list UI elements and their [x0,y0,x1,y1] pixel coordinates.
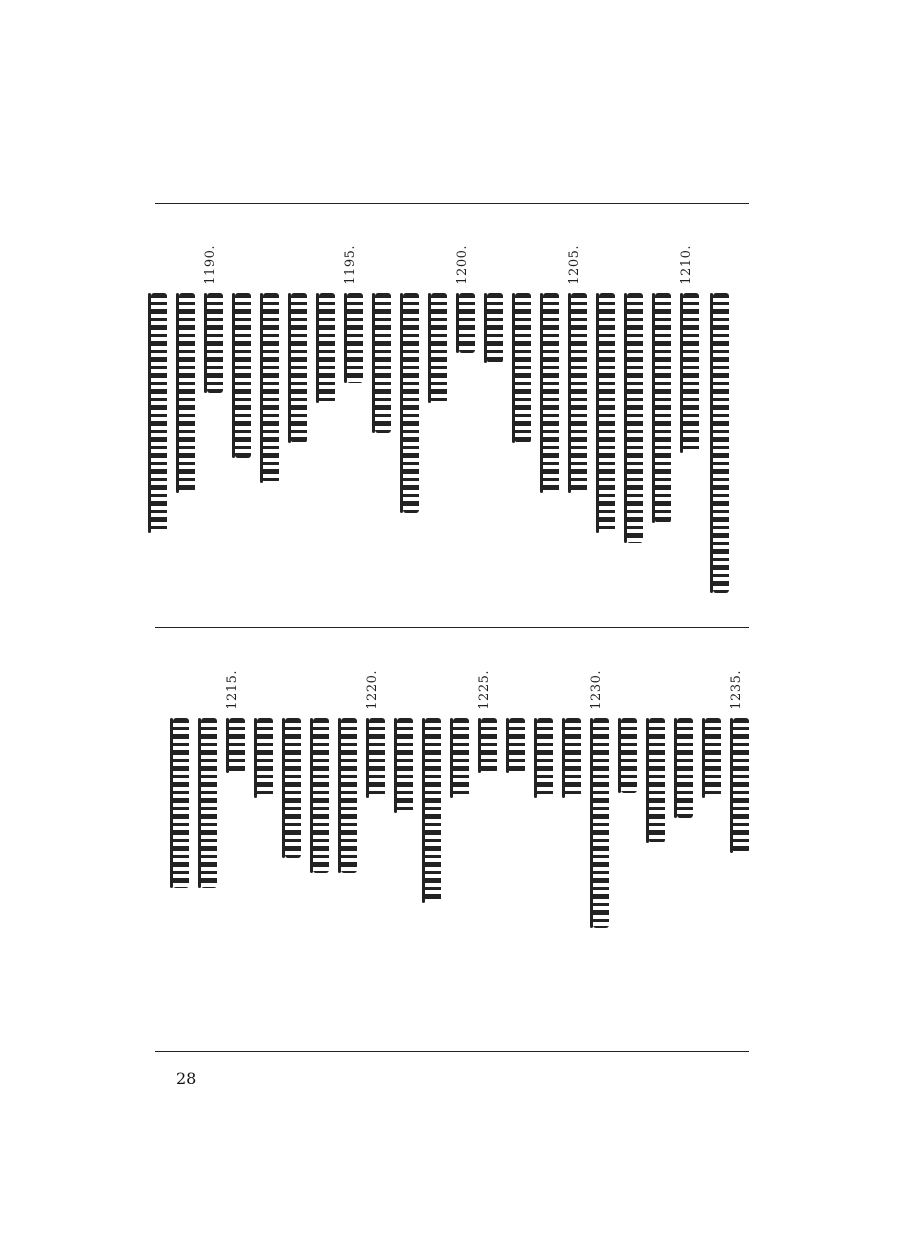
page-number: 28 [176,1069,197,1088]
mongolian-script-line [733,718,749,853]
mongolian-script-line [257,718,273,798]
mongolian-script-line [571,293,587,493]
verse-column [537,245,567,605]
line-number: 1235. [729,670,744,710]
mongolian-script-line [285,718,301,858]
verse-column [363,670,393,1030]
mongolian-script-line [263,293,279,483]
line-number: 1230. [589,670,604,710]
top-rule [155,203,749,204]
verse-column [425,245,455,605]
mongolian-script-line [425,718,441,903]
mongolian-script-line [481,718,497,773]
verse-section-top [155,215,749,615]
verse-column [335,670,365,1030]
verse-section-bottom [155,640,749,1040]
verse-column [559,670,589,1030]
verse-column [397,245,427,605]
verse-column [307,670,337,1030]
mongolian-script-line [313,718,329,873]
mongolian-script-line [627,293,643,543]
mongolian-script-line [543,293,559,493]
mongolian-script-line [201,718,217,888]
verse-column [369,245,399,605]
verse-column [677,245,707,605]
mongolian-script-line [509,718,525,773]
verse-column [503,670,533,1030]
verse-column [475,670,505,1030]
mongolian-script-line [179,293,195,493]
mongolian-script-line [369,718,385,798]
verse-column [391,670,421,1030]
verse-column [671,670,701,1030]
verse-column [195,670,225,1030]
verse-column [453,245,483,605]
verse-column [587,670,617,1030]
mongolian-script-line [431,293,447,403]
middle-rule [155,627,749,628]
verse-column [341,245,371,605]
mongolian-script-line [347,293,363,383]
line-number: 1205. [567,245,582,285]
verse-column [707,245,737,605]
verse-column [201,245,231,605]
verse-column [621,245,651,605]
mongolian-script-line [621,718,637,793]
verse-column [419,670,449,1030]
mongolian-script-line [375,293,391,433]
line-number: 1225. [477,670,492,710]
verse-column [643,670,673,1030]
verse-column [509,245,539,605]
verse-column [173,245,203,605]
verse-column [727,670,757,1030]
mongolian-script-line [565,718,581,798]
verse-column [447,670,477,1030]
mongolian-script-line [683,293,699,453]
mongolian-script-line [655,293,671,523]
verse-column [223,670,253,1030]
line-number: 1195. [343,245,358,285]
line-number: 1215. [225,670,240,710]
verse-column [145,245,175,605]
verse-column [313,245,343,605]
verse-column [593,245,623,605]
verse-column [229,245,259,605]
mongolian-script-line [229,718,245,773]
verse-column [481,245,511,605]
bottom-rule [155,1051,749,1052]
verse-column [257,245,287,605]
mongolian-script-line [459,293,475,353]
mongolian-script-line [151,293,167,533]
verse-column [699,670,729,1030]
mongolian-script-line [319,293,335,403]
mongolian-script-line [599,293,615,533]
verse-column [285,245,315,605]
mongolian-script-line [537,718,553,798]
mongolian-script-line [677,718,693,818]
mongolian-script-line [713,293,729,593]
verse-column [167,670,197,1030]
verse-column [531,670,561,1030]
line-number: 1200. [455,245,470,285]
mongolian-script-line [453,718,469,798]
verse-column [565,245,595,605]
mongolian-script-line [649,718,665,843]
mongolian-script-line [341,718,357,873]
mongolian-script-line [173,718,189,888]
verse-column [615,670,645,1030]
line-number: 1210. [679,245,694,285]
mongolian-script-line [397,718,413,813]
mongolian-script-line [593,718,609,928]
line-number: 1220. [365,670,380,710]
line-number: 1190. [203,245,218,285]
mongolian-script-line [705,718,721,798]
verse-column [649,245,679,605]
mongolian-script-line [515,293,531,443]
mongolian-script-line [487,293,503,363]
verse-column [279,670,309,1030]
mongolian-script-line [291,293,307,443]
mongolian-script-line [235,293,251,458]
verse-column [251,670,281,1030]
mongolian-script-line [207,293,223,393]
mongolian-script-line [403,293,419,513]
